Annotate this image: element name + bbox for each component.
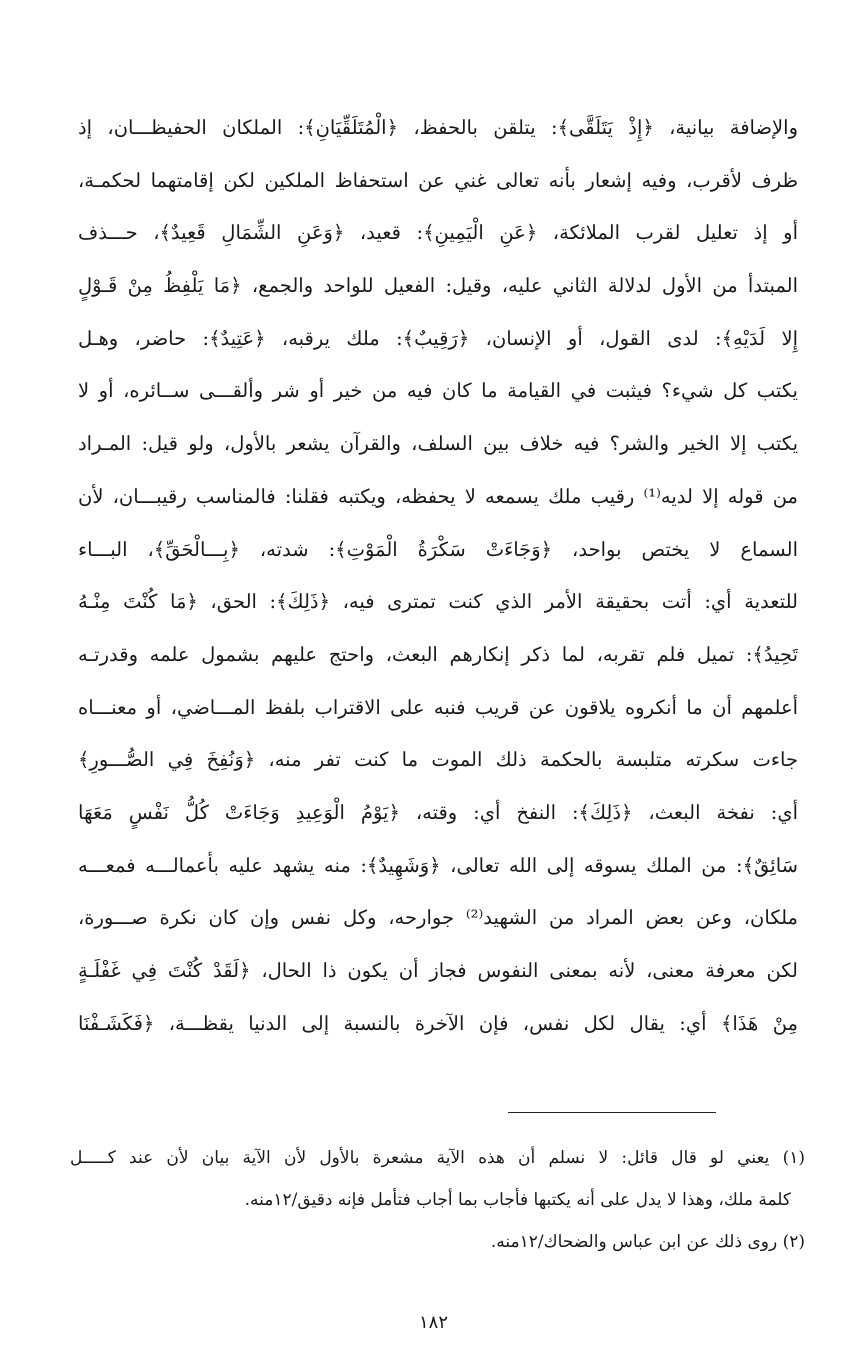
- footnotes: [70, 1137, 805, 1263]
- footnote-separator: [508, 1112, 716, 1113]
- text-line: سَائِقٌ﴾: من الملك يسوقه إلى الله تعالى، ﴿وَشَهِيدٌ﴾: منه يشهد عليه بأعمالـــه فمعـــه: [78, 853, 798, 877]
- text-line: والإضافة بيانية، ﴿إِذْ يَتَلَقَّى﴾: يتلقن بالحفظ، ﴿الْمُتَلَقِّيَانِ﴾: الملكان الحفيظـــان، إذ: [78, 116, 798, 139]
- text-line: إِلا لَدَيْهِ﴾: لدى القول، أو الإنسان، ﴿رَقِيبٌ﴾: ملك يرقبه، ﴿عَتِيدٌ﴾: حاضر، وهـل: [78, 326, 798, 350]
- text-line: أعلمهم أن ما أنكروه يلاقون عن قريب فنبه على الاقتراب بلفظ المـــاضي، أو معنـــاه: [78, 695, 798, 719]
- text-line: يكتب إلا الخير والشر؟ فيه خلاف بين السلف، والقرآن يشعر بالأول، ولو قيل: المـراد: [78, 432, 798, 456]
- text-line: أي: نفخة البعث، ﴿ذَلِكَ﴾: النفخ أي: وقته، ﴿يَوْمُ الْوَعِيدِ وَجَاءَتْ كُلُّ نَفْسٍ مَعَهَا: [78, 800, 798, 824]
- text-line: أو إذ تعليل لقرب الملائكة، ﴿عَنِ الْيَمِينِ﴾: قعيد، ﴿وَعَنِ الشِّمَالِ قَعِيدٌ﴾، حـــذف: [78, 221, 798, 245]
- text-line: ملكان، وعن بعض المراد من الشهيد⁽²⁾ جوارحه، وكل نفس وإن كان نكرة صـــورة،: [78, 906, 798, 930]
- main-text: [78, 102, 798, 1050]
- footnote-1-continuation: كلمة ملك، وهذا لا يدل على أنه يكتبها فأجاب بما أجاب فتأمل فإنه دقيق/١٢منه.: [244, 1190, 791, 1210]
- page-number: ١٨٢: [418, 1312, 448, 1333]
- text-line: من قوله إلا لديه⁽¹⁾ رقيب ملك يسمعه لا يحفظه، ويكتبه فقلنا: فالمناسب رقيبـــان، لأن: [78, 484, 798, 508]
- text-line: المبتدأ من الأول لدلالة الثاني عليه، وقيل: الفعيل للواحد والجمع، ﴿مَا يَلْفِظُ مِنْ قَـوْلٍ: [78, 274, 798, 298]
- text-line: لكن معرفة معنى، لأنه بمعنى النفوس فجاز أن يكون ذا الحال، ﴿لَقَدْ كُنْتَ فِي غَفْلَـةٍ: [78, 959, 798, 982]
- text-line: للتعدية أي: أتت بحقيقة الأمر الذي كنت تمترى فيه، ﴿ذَلِكَ﴾: الحق، ﴿مَا كُنْتَ مِنْـهُ: [78, 590, 798, 614]
- text-line: مِنْ هَذَا﴾ أي: يقال لكل نفس، فإن الآخرة بالنسبة إلى الدنيا يقظـــة، ﴿فَكَشَـفْنَا: [78, 1011, 798, 1035]
- text-line: ظرف لأقرب، وفيه إشعار بأنه تعالى غني عن استحفاظ الملكين لكن إقامتهما لحكمـة،: [78, 168, 798, 192]
- text-line: السماع لا يختص بواحد، ﴿وَجَاءَتْ سَكْرَةُ الْمَوْتِ﴾: شدته، ﴿بِـــالْحَقِّ﴾، البـــاء: [78, 537, 798, 561]
- text-line: تَحِيدُ﴾: تميل فلم تقربه، لما ذكر إنكارهم البعث، واحتج عليهم بشمول علمه وقدرتـه: [78, 642, 798, 666]
- text-line: جاءت سكرته متلبسة بالحكمة ذلك الموت ما كنت تفر منه، ﴿وَنُفِخَ فِي الصُّـــورِ﴾: [78, 748, 798, 772]
- footnote-1: (١) يعني لو قال قائل: لا نسلم أن هذه الآية مشعرة بالأول لأن الآية بيان لأن عند كـــــل: [70, 1148, 805, 1168]
- text-line: يكتب كل شيء؟ فيثبت في القيامة ما كان فيه من خير أو شر وألقـــى ســائره، أو لا: [78, 379, 798, 403]
- footnote-2: (٢) روى ذلك عن ابن عباس والضحاك/١٢منه.: [490, 1232, 805, 1252]
